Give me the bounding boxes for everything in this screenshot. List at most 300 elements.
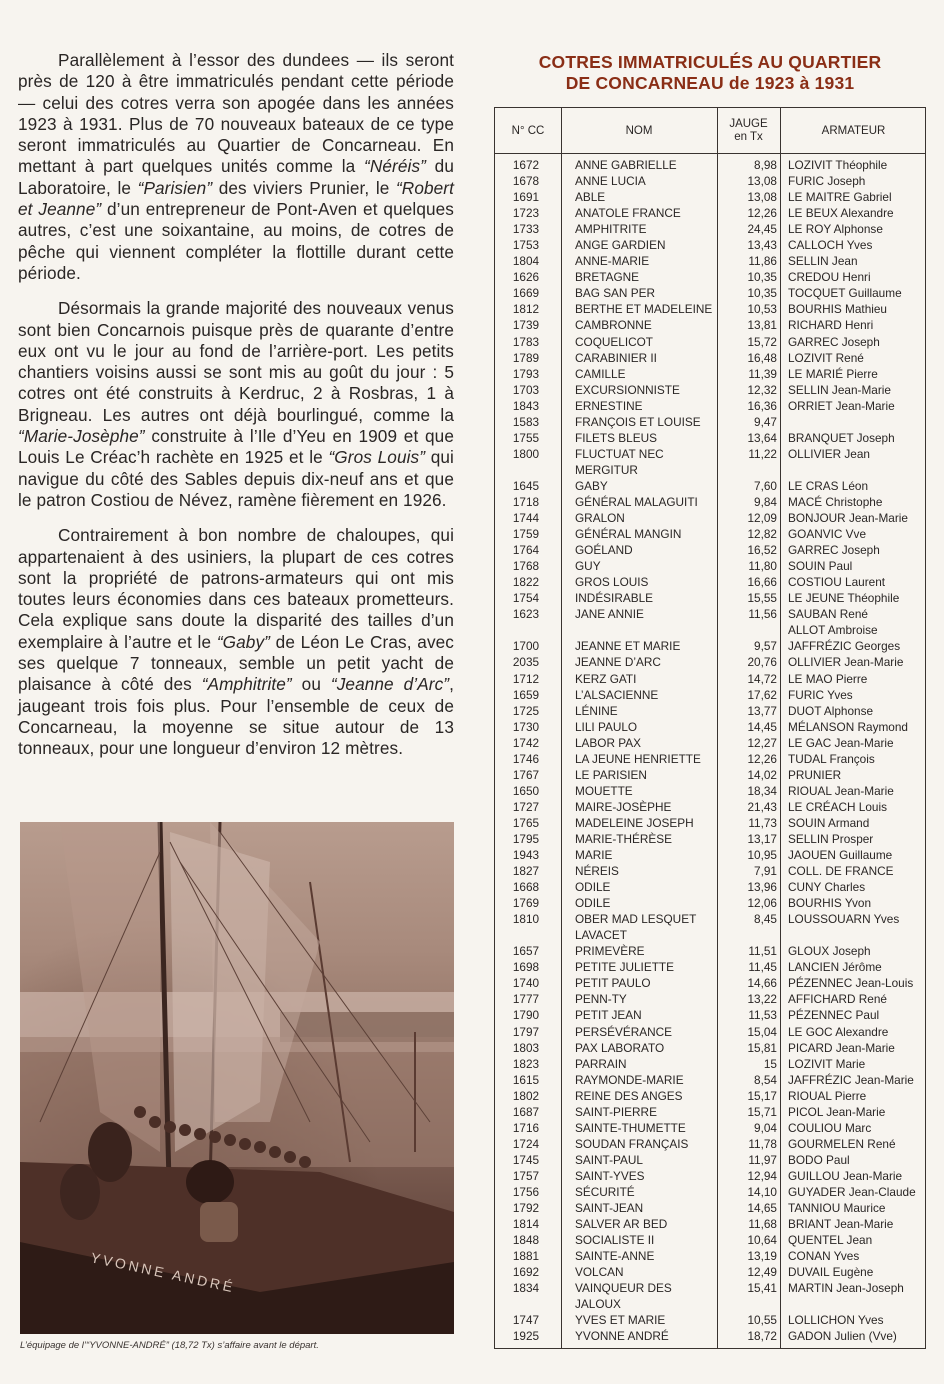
- table-row: [495, 398, 925, 414]
- cell-name: JALOUX: [575, 1297, 621, 1312]
- cell-jauge: 11,68: [748, 1217, 777, 1232]
- cell-num: 1583: [512, 414, 540, 429]
- cell-num: 1698: [512, 960, 540, 975]
- cell-jauge: 13,17: [747, 831, 777, 846]
- cell-armateur: SELLIN Prosper: [788, 831, 874, 846]
- table-row: [495, 927, 925, 943]
- cell-name: LABOR PAX: [575, 735, 642, 750]
- cell-num: 1769: [512, 896, 540, 911]
- text-segment: , jaugeant trois fois plus. Pour l’ensemble de ceux de Concarneau, la moyenne se situe autour de 13 tonneaux, pour une longueur d’environ 12 mètres.: [18, 674, 455, 759]
- table-row: [495, 494, 925, 510]
- cell-jauge: 11,97: [748, 1152, 777, 1167]
- cell-num: 1823: [512, 1056, 540, 1071]
- paragraph-1: [18, 50, 454, 284]
- cell-num: 1765: [512, 815, 540, 830]
- table-row: [495, 205, 925, 221]
- table-row: [495, 574, 925, 590]
- cell-num: 1843: [512, 398, 540, 413]
- cell-armateur: LOZIVIT Marie: [788, 1056, 866, 1071]
- table-row: [495, 542, 925, 558]
- table-row: [495, 366, 925, 382]
- cell-armateur: FURIC Joseph: [788, 174, 866, 189]
- cell-name: MARIE-THÉRÈSE: [575, 831, 673, 846]
- cell-name: PARRAIN: [575, 1056, 627, 1071]
- cell-jauge: 15,55: [747, 591, 777, 606]
- cell-num: 1678: [512, 174, 540, 189]
- table-row: [495, 783, 925, 799]
- cell-armateur: FURIC Yves: [788, 687, 853, 702]
- table-row: [495, 269, 925, 285]
- cell-num: 1733: [512, 222, 540, 237]
- cell-num: 1650: [512, 783, 540, 798]
- cell-jauge: 8,98: [754, 158, 777, 172]
- cell-armateur: RIOUAL Pierre: [788, 1088, 867, 1103]
- table-row: [495, 301, 925, 317]
- cell-num: 1742: [512, 735, 540, 750]
- cell-num: 1623: [512, 607, 540, 622]
- boat-name-italic: “Parisien”: [137, 177, 213, 198]
- table-row: [495, 1184, 925, 1200]
- table-row: [495, 1040, 925, 1056]
- cell-name: JEANNE D’ARC: [575, 655, 661, 670]
- cell-name: YVONNE ANDRÉ: [575, 1329, 669, 1344]
- table-row: [495, 1232, 925, 1248]
- cell-name: MERGITUR: [575, 462, 638, 477]
- cell-jauge: 16,52: [747, 543, 777, 558]
- cell-armateur: BOURHIS Mathieu: [788, 302, 887, 317]
- cell-jauge: 12,26: [747, 751, 777, 766]
- cell-num: 1692: [512, 1265, 540, 1280]
- cell-name: MOUETTE: [575, 783, 633, 798]
- text-segment: du Laboratoire, le: [18, 156, 454, 198]
- cell-armateur: ALLOT Ambroise: [788, 623, 878, 638]
- text-segment: des viviers Prunier, le: [212, 177, 396, 198]
- cell-name: SALVER AR BED: [575, 1217, 668, 1232]
- cell-armateur: LOZIVIT Théophile: [788, 158, 888, 172]
- cell-name: FRANÇOIS ET LOUISE: [575, 414, 701, 429]
- cell-jauge: 15: [763, 1056, 777, 1071]
- cell-jauge: 10,35: [747, 270, 777, 285]
- boat-illustration: [20, 822, 454, 1334]
- cell-armateur: GLOUX Joseph: [788, 944, 871, 959]
- boat-name-italic: “Néréis”: [364, 156, 426, 177]
- cell-armateur: LE BEUX Alexandre: [788, 206, 894, 221]
- cell-armateur: PÉZENNEC Jean-Louis: [788, 976, 914, 991]
- cell-jauge: 13,64: [747, 430, 777, 445]
- cell-jauge: 13,96: [747, 880, 777, 895]
- cell-armateur: BOURHIS Yvon: [788, 896, 872, 911]
- table-row: [495, 1168, 925, 1184]
- cell-name: GOÉLAND: [575, 543, 633, 558]
- cell-name: CAMILLE: [575, 366, 626, 381]
- table-row: [495, 638, 925, 654]
- cell-num: 1691: [512, 190, 540, 205]
- table-row: [495, 959, 925, 975]
- cell-name: ANNE-MARIE: [575, 254, 650, 269]
- table-row: [495, 317, 925, 333]
- cell-name: PETIT JEAN: [575, 1008, 642, 1023]
- table-row: [495, 478, 925, 494]
- cell-jauge: 7,60: [754, 478, 777, 493]
- cotres-table: [494, 107, 926, 1349]
- cell-name: L’ALSACIENNE: [575, 687, 659, 702]
- cell-num: 1645: [512, 478, 540, 493]
- cell-jauge: 8,54: [754, 1072, 777, 1087]
- table-body: [495, 157, 925, 1344]
- table-row: [495, 334, 925, 350]
- table-row: [495, 1312, 925, 1328]
- cell-jauge: 17,62: [747, 687, 777, 702]
- cell-jauge: 13,77: [747, 703, 777, 718]
- article-text: [18, 50, 454, 774]
- cell-num: 1725: [512, 703, 540, 718]
- cell-jauge: 20,76: [747, 655, 777, 670]
- table-row: [495, 430, 925, 446]
- cell-armateur: JAOUEN Guillaume: [788, 848, 893, 863]
- boat-name-italic: “Gros Louis”: [328, 447, 426, 468]
- cell-name: PETITE JULIETTE: [575, 960, 674, 975]
- cell-num: 1925: [512, 1329, 540, 1344]
- cell-name: LILI PAULO: [575, 719, 638, 734]
- cell-num: 1723: [512, 206, 540, 221]
- cell-jauge: 14,65: [747, 1201, 777, 1216]
- cell-jauge: 15,41: [747, 1281, 777, 1296]
- cell-jauge: 14,66: [747, 976, 777, 991]
- cell-jauge: 11,80: [748, 559, 777, 574]
- cell-jauge: 16,48: [747, 350, 777, 365]
- cell-num: 1777: [512, 992, 540, 1007]
- cell-armateur: SOUIN Armand: [788, 815, 870, 830]
- cell-jauge: 12,82: [747, 527, 777, 542]
- cell-name: ANGE GARDIEN: [575, 238, 666, 253]
- text-segment: Parallèlement à l’essor des dundees — ils seront près de 120 à être immatriculés pendant cette période — celui des cotres verra son apogée dans les années 1923 à 1931. Plus de 70 nouveaux bateaux de ce type seront immatriculés au Quartier de Concarneau. En mettant à part quelques unités comme la: [18, 50, 454, 177]
- cell-armateur: TUDAL François: [788, 751, 875, 766]
- cell-name: SAINT-PIERRE: [575, 1104, 657, 1119]
- cell-num: 1848: [512, 1233, 540, 1248]
- cell-armateur: LOLLICHON Yves: [788, 1313, 884, 1328]
- cell-jauge: 14,72: [747, 671, 777, 686]
- cell-name: ERNESTINE: [575, 398, 643, 413]
- cell-name: ANATOLE FRANCE: [575, 206, 681, 221]
- boat-name-italic: “Amphitrite”: [201, 674, 292, 695]
- cell-num: 1727: [512, 799, 540, 814]
- cell-name: GROS LOUIS: [575, 575, 649, 590]
- cell-jauge: 10,95: [747, 848, 777, 863]
- cell-num: 1754: [512, 591, 540, 606]
- cell-num: 1783: [512, 334, 540, 349]
- cell-armateur: AFFICHARD René: [788, 992, 887, 1007]
- boat-photo: [20, 822, 454, 1334]
- cell-num: 1700: [512, 639, 540, 654]
- table-row: [495, 1328, 925, 1344]
- cell-jauge: 10,55: [747, 1313, 777, 1328]
- text-segment: d’un entrepreneur de Pont-Aven et quelques autres, c’est une soixantaine, au moins, de cotres de pêche qui viennent compléter la flottille durant cette période.: [18, 199, 454, 283]
- cell-name: ODILE: [575, 880, 611, 895]
- cell-num: 1943: [512, 848, 540, 863]
- cell-name: FILETS BLEUS: [575, 430, 657, 445]
- cell-name: PETIT PAULO: [575, 976, 651, 991]
- cell-jauge: 14,02: [747, 767, 777, 782]
- cell-num: 1659: [512, 687, 540, 702]
- table-row: [495, 253, 925, 269]
- cell-jauge: 12,09: [747, 511, 777, 526]
- table-row: [495, 189, 925, 205]
- text-segment: Désormais la grande majorité des nouveaux venus sont bien Concarnois puisque près de quarante d’entre eux ont vu le jour au fond de l’arrière-port. Les petits chantiers voisins aussi se sont mis au goût du jour : 5 cotres ont été construits à Kerdruc, 2 à Rosbras, 1 à Brigneau. Les autres ont déjà bourlingué, comme la: [18, 298, 454, 425]
- cell-num: 1790: [512, 1008, 540, 1023]
- table-row: [495, 1200, 925, 1216]
- cell-armateur: GARREC Joseph: [788, 543, 880, 558]
- cell-name: OBER MAD LESQUET: [575, 912, 697, 927]
- cell-jauge: 15,81: [747, 1040, 777, 1055]
- cell-jauge: 11,53: [748, 1008, 777, 1023]
- cell-num: 1626: [512, 270, 540, 285]
- cell-num: 1718: [512, 494, 540, 509]
- table-row: [495, 1248, 925, 1264]
- cell-name: ABLE: [575, 190, 606, 205]
- table-row: [495, 1264, 925, 1280]
- cell-jauge: 14,45: [747, 719, 777, 734]
- cell-name: GRALON: [575, 511, 625, 526]
- cell-armateur: LE GAC Jean-Marie: [788, 735, 894, 750]
- cell-armateur: RICHARD Henri: [788, 318, 874, 333]
- cell-jauge: 15,71: [747, 1104, 777, 1119]
- cell-armateur: CUNY Charles: [788, 880, 866, 895]
- cell-jauge: 9,57: [754, 639, 777, 654]
- cell-num: 1804: [512, 254, 540, 269]
- cell-name: GÉNÉRAL MALAGUITI: [575, 494, 698, 509]
- table-row: [495, 606, 925, 622]
- table-row: [495, 157, 925, 173]
- cell-num: 1810: [512, 912, 540, 927]
- table-row: [495, 735, 925, 751]
- table-row: [495, 446, 925, 462]
- cell-name: JEANNE ET MARIE: [575, 639, 681, 654]
- table-row: [495, 767, 925, 783]
- cell-name: KERZ GATI: [575, 671, 637, 686]
- photo-caption: L’équipage de l’“YVONNE-ANDRÉ” (18,72 Tx) s’affaire avant le départ.: [20, 1340, 319, 1351]
- cell-name: VAINQUEUR DES: [575, 1281, 672, 1296]
- cell-armateur: MACÉ Christophe: [788, 494, 883, 509]
- cell-armateur: COULIOU Marc: [788, 1120, 872, 1135]
- cell-num: 1881: [512, 1249, 540, 1264]
- cell-armateur: DUVAIL Eugène: [788, 1265, 874, 1280]
- table-row: [495, 1296, 925, 1312]
- cell-armateur: BONJOUR Jean-Marie: [788, 511, 908, 526]
- text-segment: de Léon Le Cras, avec ses quelque 7 tonneaux, semble un petit yacht de plaisance à côté des: [18, 631, 454, 695]
- cell-name: GÉNÉRAL MANGIN: [575, 527, 682, 542]
- cell-jauge: 7,91: [754, 864, 777, 879]
- cell-jauge: 10,35: [747, 286, 777, 301]
- table-row: [495, 382, 925, 398]
- table-row: [495, 654, 925, 670]
- cell-name: YVES ET MARIE: [575, 1313, 666, 1328]
- cell-name: PERSÉVÉRANCE: [575, 1024, 673, 1039]
- paragraph-2: [18, 298, 454, 511]
- cell-num: 1746: [512, 751, 540, 766]
- cell-name: SOUDAN FRANÇAIS: [575, 1136, 689, 1151]
- cell-num: 1767: [512, 767, 540, 782]
- cell-num: 1756: [512, 1185, 540, 1199]
- cell-jauge: 18,72: [747, 1329, 777, 1344]
- cell-name: GABY: [575, 478, 608, 493]
- table-row: [495, 911, 925, 927]
- table-row: [495, 462, 925, 478]
- cell-num: 1797: [512, 1024, 540, 1039]
- table-row: [495, 285, 925, 301]
- cell-armateur: GUYADER Jean-Claude: [788, 1185, 916, 1199]
- table-header: [495, 108, 925, 154]
- cell-num: 1795: [512, 831, 540, 846]
- cell-num: 2035: [512, 655, 540, 670]
- cell-name: AMPHITRITE: [575, 222, 647, 237]
- cell-num: 1757: [512, 1168, 540, 1183]
- cell-name: INDÉSIRABLE: [575, 591, 654, 606]
- table-row: [495, 237, 925, 253]
- cell-armateur: BRANQUET Joseph: [788, 430, 895, 445]
- cell-jauge: 10,64: [747, 1233, 777, 1248]
- cell-armateur: GOANVIC Vve: [788, 527, 867, 542]
- table-row: [495, 943, 925, 959]
- cell-num: 1768: [512, 559, 540, 574]
- cell-num: 1793: [512, 366, 540, 381]
- cell-armateur: LE CRAS Léon: [788, 478, 869, 493]
- cell-jauge: 18,34: [747, 783, 777, 798]
- cell-jauge: 11,39: [748, 366, 777, 381]
- cell-jauge: 11,73: [748, 815, 777, 830]
- table-row: [495, 847, 925, 863]
- cell-num: 1827: [512, 864, 540, 879]
- cell-jauge: 11,78: [748, 1136, 777, 1151]
- cell-jauge: 15,17: [747, 1088, 777, 1103]
- cell-armateur: LE ROY Alphonse: [788, 222, 883, 237]
- cell-jauge: 9,47: [754, 414, 777, 429]
- cell-num: 1668: [512, 880, 540, 895]
- cell-num: 1747: [512, 1313, 540, 1328]
- cell-jauge: 12,94: [747, 1168, 777, 1183]
- cell-jauge: 9,04: [754, 1120, 777, 1135]
- cell-name: EXCURSIONNISTE: [575, 382, 680, 397]
- table-row: [495, 879, 925, 895]
- boat-name-italic: “Marie-Josèphe”: [18, 426, 145, 447]
- cell-armateur: LOUSSOUARN Yves: [788, 912, 900, 927]
- cell-num: 1724: [512, 1136, 540, 1151]
- table-row: [495, 1024, 925, 1040]
- cell-name: LE PARISIEN: [575, 767, 647, 782]
- cell-armateur: DUOT Alphonse: [788, 703, 874, 718]
- cell-name: REINE DES ANGES: [575, 1088, 683, 1103]
- cell-jauge: 12,26: [747, 206, 777, 221]
- table-row: [495, 751, 925, 767]
- cell-armateur: GARREC Joseph: [788, 334, 880, 349]
- cell-name: PAX LABORATO: [575, 1040, 665, 1055]
- cell-armateur: SAUBAN René: [788, 607, 868, 622]
- table-row: [495, 1056, 925, 1072]
- paragraph-3: [18, 525, 454, 759]
- cell-name: PRIMEVÈRE: [575, 944, 645, 959]
- cell-jauge: 13,81: [747, 318, 777, 333]
- cell-name: LA JEUNE HENRIETTE: [575, 751, 701, 766]
- cell-armateur: QUENTEL Jean: [788, 1233, 873, 1248]
- cell-jauge: 16,36: [747, 398, 777, 413]
- cell-name: MAIRE-JOSÈPHE: [575, 799, 672, 814]
- cell-jauge: 12,06: [747, 896, 777, 911]
- cell-name: SAINTE-ANNE: [575, 1249, 655, 1264]
- cell-jauge: 10,53: [747, 302, 777, 317]
- cell-jauge: 11,51: [748, 944, 777, 959]
- table-row: [495, 1280, 925, 1296]
- table-row: [495, 671, 925, 687]
- cell-armateur: SELLIN Jean-Marie: [788, 382, 891, 397]
- cell-name: PENN-TY: [575, 992, 627, 1007]
- cell-armateur: MARTIN Jean-Joseph: [788, 1281, 904, 1296]
- cell-name: SOCIALISTE II: [575, 1233, 655, 1248]
- header-num: N° CC: [511, 124, 545, 137]
- cell-name: ANNE GABRIELLE: [575, 158, 677, 172]
- cell-num: 1716: [512, 1120, 540, 1135]
- cell-num: 1739: [512, 318, 540, 333]
- cell-name: BERTHE ET MADELEINE: [575, 302, 713, 317]
- cell-num: 1755: [512, 430, 540, 445]
- cell-armateur: LE MAO Pierre: [788, 671, 868, 686]
- cell-armateur: LE MARIÉ Pierre: [788, 366, 878, 381]
- cell-num: 1687: [512, 1104, 540, 1119]
- table-row: [495, 173, 925, 189]
- boat-name-italic: “Jeanne d’Arc”: [330, 674, 450, 695]
- cell-name: SAINT-PAUL: [575, 1152, 643, 1167]
- cell-num: 1802: [512, 1088, 540, 1103]
- cell-jauge: 11,45: [748, 960, 777, 975]
- cell-jauge: 11,56: [748, 607, 777, 622]
- cell-jauge: 13,43: [747, 238, 777, 253]
- cell-armateur: CREDOU Henri: [788, 270, 871, 285]
- text-segment: qui navigue du côté des Sables depuis dix-neuf ans et que le patron Costiou de Névez, ramène fièrement en 1926.: [18, 447, 454, 510]
- cell-name: CAMBRONNE: [575, 318, 652, 333]
- cell-num: 1834: [512, 1281, 540, 1296]
- table-row: [495, 719, 925, 735]
- text-segment: construite à l’Ile d’Yeu en 1909 et que Louis Le Créac’h rachète en 1925 et le: [18, 426, 454, 468]
- cell-armateur: OLLIVIER Jean: [788, 446, 870, 461]
- cell-name: LÉNINE: [575, 703, 618, 718]
- cell-name: RAYMONDE-MARIE: [575, 1072, 684, 1087]
- cell-num: 1615: [512, 1072, 540, 1087]
- cell-armateur: OLLIVIER Jean-Marie: [788, 655, 904, 670]
- cell-armateur: PÉZENNEC Paul: [788, 1008, 880, 1023]
- cell-armateur: JAFFRÉZIC Georges: [788, 639, 901, 654]
- cell-armateur: LE JEUNE Théophile: [788, 591, 900, 606]
- cell-armateur: CALLOCH Yves: [788, 238, 873, 253]
- cell-jauge: 21,43: [747, 799, 777, 814]
- cell-name: FLUCTUAT NEC: [575, 446, 664, 461]
- cell-name: COQUELICOT: [575, 334, 653, 349]
- cell-jauge: 24,45: [747, 222, 777, 237]
- cell-name: BRETAGNE: [575, 270, 640, 285]
- table-row: [495, 815, 925, 831]
- cell-name: NÉREIS: [575, 864, 619, 879]
- cell-num: 1753: [512, 238, 540, 253]
- table-row: [495, 510, 925, 526]
- text-segment: Contrairement à bon nombre de chaloupes, qui appartenaient à des usiniers, la plupart de ces cotres sont la propriété de patrons-armateurs qui ont mis toutes leurs économies dans ces bateaux prometteurs. Cela explique sans doute la disparité des tailles d’un exemplaire à l’autre et le: [18, 525, 454, 652]
- cell-jauge: 15,04: [747, 1024, 777, 1039]
- cell-num: 1800: [512, 446, 540, 461]
- table-row: [495, 414, 925, 430]
- cell-jauge: 13,08: [747, 174, 777, 189]
- cell-name: VOLCAN: [575, 1265, 624, 1280]
- cell-armateur: CONAN Yves: [788, 1249, 860, 1264]
- header-jauge-line1: JAUGE: [729, 118, 768, 130]
- header-jauge: [717, 108, 780, 154]
- table-row: [495, 991, 925, 1007]
- cell-jauge: 14,10: [747, 1185, 777, 1199]
